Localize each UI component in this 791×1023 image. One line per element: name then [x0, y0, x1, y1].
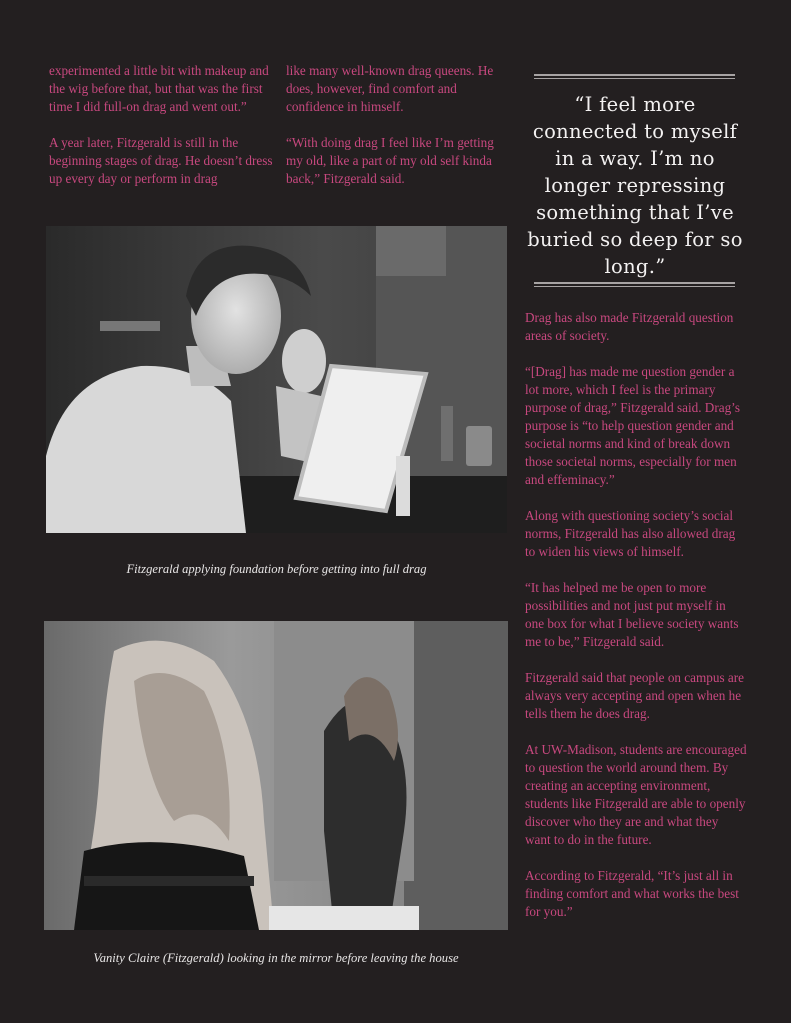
quote-divider-bottom — [534, 282, 735, 287]
photo-caption: Vanity Claire (Fitzgerald) looking in the mirror before leaving the house — [93, 951, 459, 965]
paragraph: “With doing drag I feel like I’m getting my old, like a part of my old self kinda back,” Fitzgerald said. — [286, 135, 494, 186]
photo-looking-in-mirror — [44, 621, 508, 930]
article-column-3 — [525, 309, 747, 939]
paragraph: experimented a little bit with makeup and the wig before that, but that was the first time I did full-on drag and went out.” — [49, 63, 269, 114]
pull-quote: “I feel more connected to myself in a way. I’m no longer repressing something that I’ve buried so deep for so long.” — [527, 93, 743, 278]
photo-caption: Fitzgerald applying foundation before getting into full drag — [126, 562, 427, 576]
article-column-1 — [49, 62, 274, 206]
paragraph: Drag has also made Fitzgerald question areas of society. — [525, 310, 734, 343]
photo-applying-foundation — [46, 226, 507, 533]
paragraph: At UW-Madison, students are encouraged to question the world around them. By creating an accepting environment, students like Fitzgerald are able to openly discover who they are and what they want to do in the future. — [525, 742, 747, 847]
article-column-2 — [286, 62, 508, 206]
paragraph: like many well-known drag queens. He does, however, find comfort and confidence in himself. — [286, 63, 494, 114]
paragraph: Along with questioning society’s social norms, Fitzgerald has also allowed drag to widen his views of himself. — [525, 508, 736, 559]
paragraph: “It has helped me be open to more possibilities and not just put myself in one box for what I believe society wants me to be,” Fitzgerald said. — [525, 580, 739, 649]
quote-divider-top — [534, 74, 735, 79]
paragraph: “[Drag] has made me question gender a lot more, which I feel is the primary purpose of drag,” Fitzgerald said. Drag’s purpose is “to help question gender and societal norms and kind of break down those societal norms, especially for men and effeminacy.” — [525, 364, 740, 487]
paragraph: According to Fitzgerald, “It’s just all in finding comfort and what works the best for you.” — [525, 868, 739, 919]
paragraph: Fitzgerald said that people on campus are always very accepting and open when he tells them he does drag. — [525, 670, 744, 721]
paragraph: A year later, Fitzgerald is still in the beginning stages of drag. He doesn’t dress up every day or perform in drag — [49, 135, 273, 186]
